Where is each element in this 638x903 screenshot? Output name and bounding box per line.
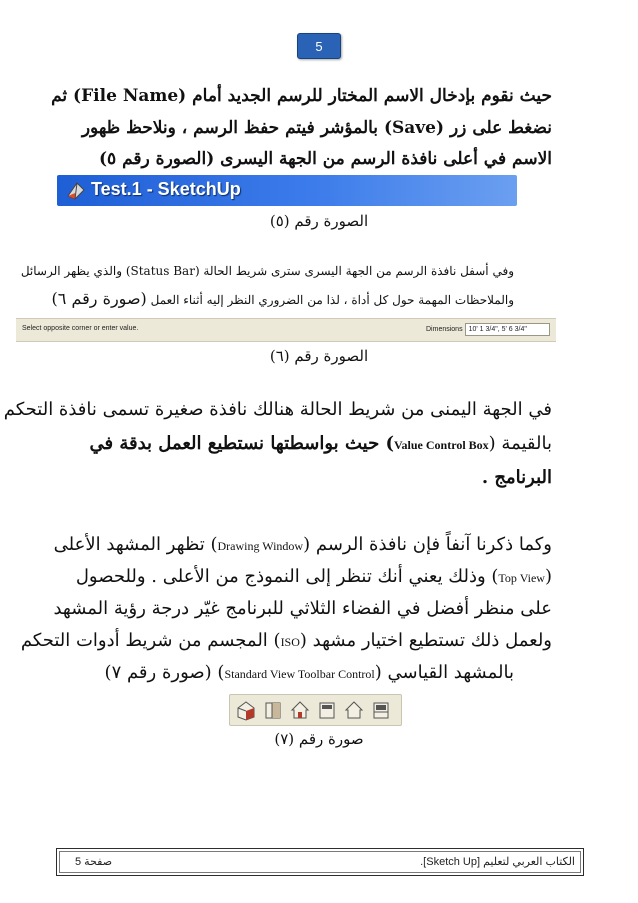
caption-image7: صورة رقم (٧) (274, 730, 364, 748)
page-number-badge: 5 (297, 33, 341, 59)
para4-line1 (54, 534, 552, 557)
para4-line2-b: ) وذلك يعني أنك تنظر إلى النموذج من الأعلى . وللحصول (75, 566, 499, 587)
para2-line2 (52, 291, 514, 308)
vcb-label: Dimensions (426, 326, 463, 333)
right-view-icon (315, 698, 339, 722)
vcb-value: 10' 1 3/4", 5' 6 3/4" (465, 323, 550, 336)
para3-line2-b: ) حيث بواسطتها نستطيع العمل بدقة في (89, 433, 394, 454)
para4-line4-en: ISO (280, 635, 300, 649)
para4-line2 (76, 566, 552, 589)
para4-line1-a: وكما ذكرنا آنفاً فإن نافذة الرسم ( (303, 534, 552, 555)
para1-line2: نضغط على زر (Save) بالمؤشر فيتم حفظ الرسم ، ونلاحظ ظهور (81, 118, 552, 138)
para3-line3: البرنامج . (481, 467, 552, 488)
para2-line2-ref: (صورة رقم ٦) (51, 289, 147, 308)
para1-line1: حيث نقوم بإدخال الاسم المختار للرسم الجديد أمام (File Name) ثم (51, 86, 552, 106)
left-view-icon (369, 698, 393, 722)
footer-book-title: الكتاب العربي لتعليم [Sketch Up]. (420, 856, 575, 868)
para4-line3: على منظر أفضل في الفضاء الثلاثي للبرنامج غيّر درجة رؤية المشهد (53, 598, 552, 619)
para4-line5-a: بالمشهد القياسي ( (374, 662, 514, 683)
status-prompt: Select opposite corner or enter value. (22, 325, 139, 332)
sketchup-title-bar-image (57, 175, 517, 206)
para4-line5-en: Standard View Toolbar Control (224, 667, 375, 681)
page-footer (56, 848, 584, 876)
para4-line4 (21, 630, 552, 653)
caption-image5: الصورة رقم (٥) (269, 212, 369, 230)
para4-line2-en: Top View (498, 571, 545, 585)
window-title: Test.1 - SketchUp (91, 179, 241, 199)
value-control-box (426, 323, 550, 336)
para3-line2 (89, 433, 552, 456)
para4-line5-b: ) (صورة رقم ٧) (104, 662, 225, 683)
para4-line1-en: Drawing Window (217, 539, 304, 553)
front-view-icon (288, 698, 312, 722)
back-view-icon (342, 698, 366, 722)
para2-line1: وفي أسفل نافذة الرسم من الجهة اليسرى سترى شريط الحالة (Status Bar) والذي يظهر الرسائل (20, 264, 514, 278)
para4-line2-a: ( (544, 566, 552, 587)
para1-line3: الاسم في أعلى نافذة الرسم من الجهة اليسرى (الصورة رقم ٥) (98, 149, 552, 169)
top-view-icon (261, 698, 285, 722)
para3-line2-a: بالقيمة ( (488, 433, 552, 454)
para2-line2-text: والملاحظات المهمة حول كل أداة ، لذا من الضروري النظر إليه أثناء العمل (150, 293, 514, 307)
caption-image6: الصورة رقم (٦) (269, 347, 369, 365)
sketchup-icon (65, 180, 87, 202)
para4-line4-a: ولعمل ذلك تستطيع اختيار مشهد ( (299, 630, 552, 651)
iso-view-icon (234, 698, 258, 722)
para4-line5 (105, 662, 514, 685)
standard-views-toolbar-image (229, 694, 402, 726)
footer-page-number: صفحة 5 (75, 856, 113, 868)
para4-line4-b: ) المجسم من شريط أدوات التحكم (20, 630, 281, 651)
status-bar-image (16, 318, 556, 342)
para3-line2-en: Value Control Box (393, 438, 489, 452)
para4-line1-b: ) تظهر المشهد الأعلى (53, 534, 218, 555)
para3-line1: في الجهة اليمنى من شريط الحالة هنالك نافذة صغيرة تسمى نافذة التحكم (3, 399, 552, 420)
